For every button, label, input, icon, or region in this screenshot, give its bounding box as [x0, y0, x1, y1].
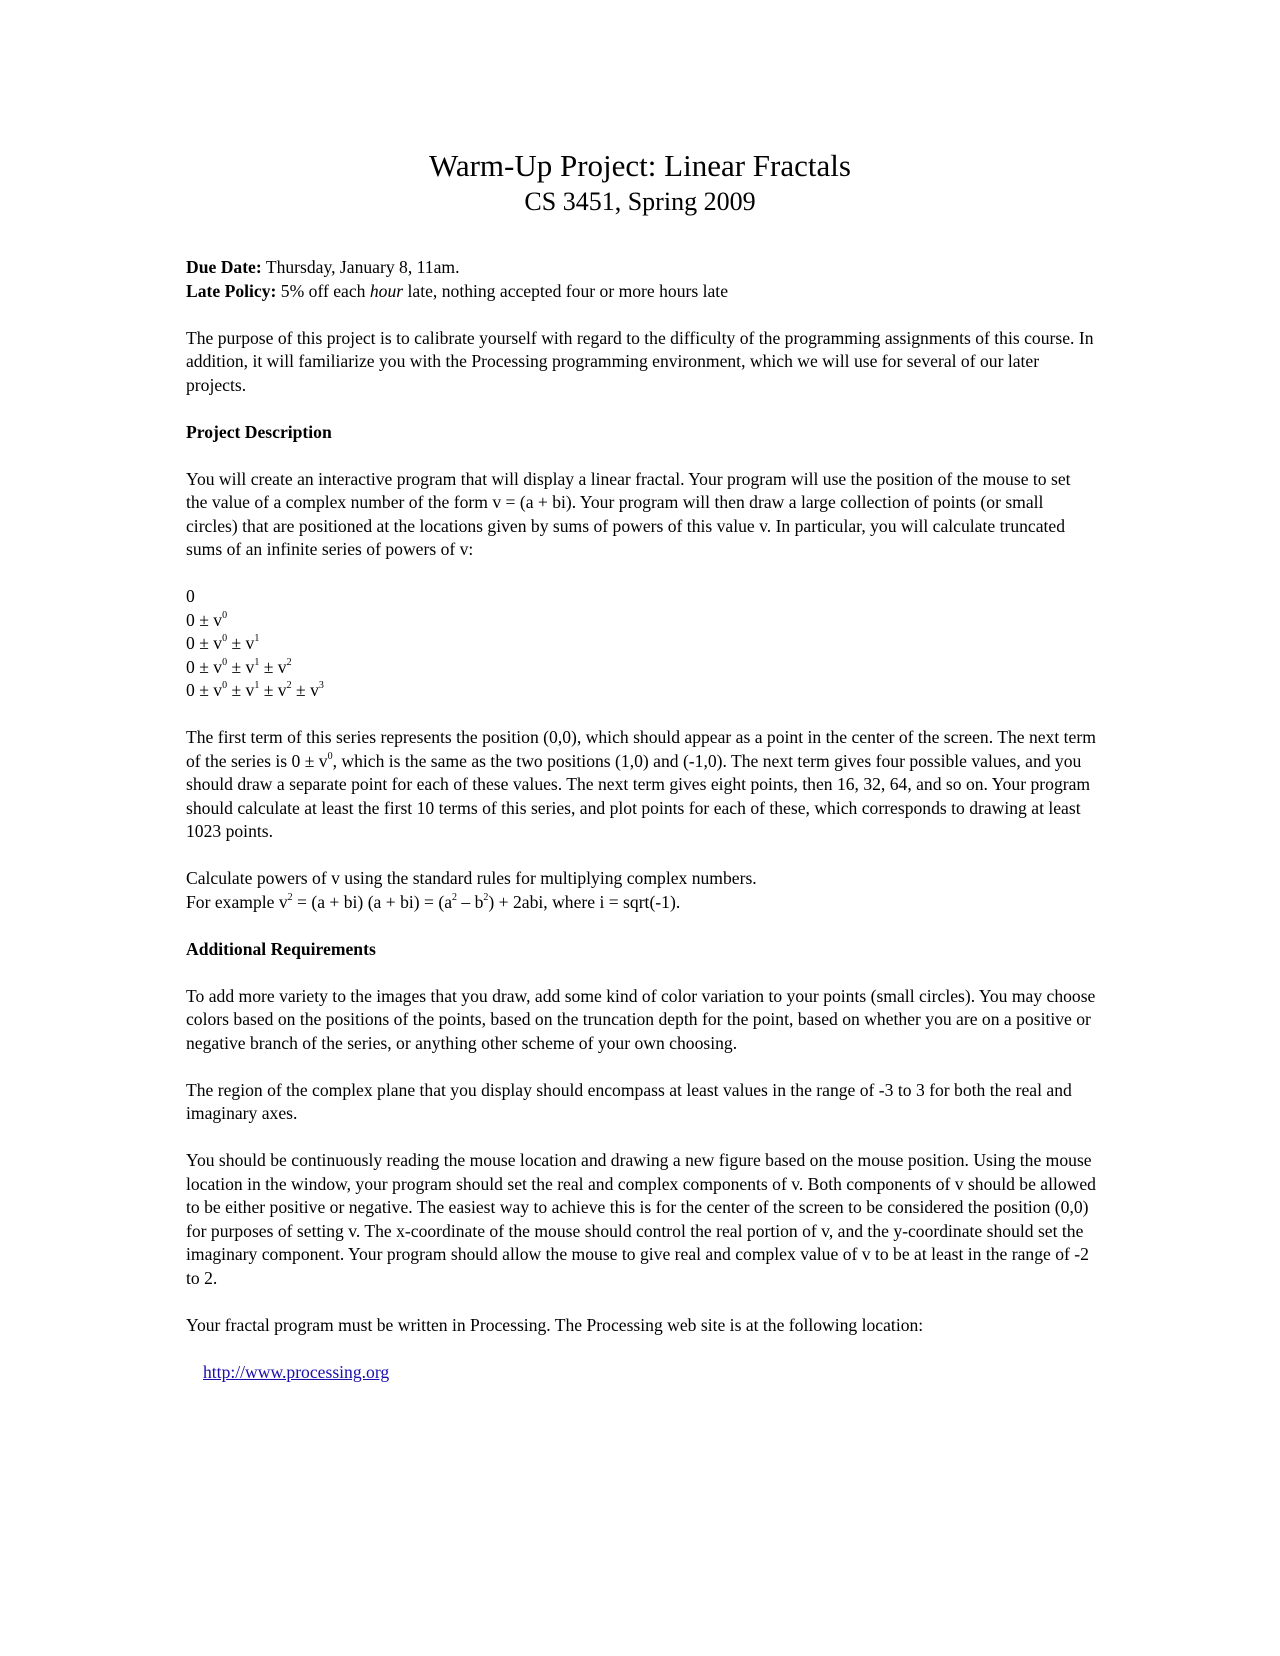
late-policy-pre: 5% off each [280, 280, 366, 301]
additional-requirements-heading: Additional Requirements [186, 938, 376, 959]
series-term-4: $0 \pm v^0 \pm v^1 \pm v^2 \pm v^3$ [186, 680, 324, 700]
page-title: Warm-Up Project: Linear Fractals [429, 148, 851, 183]
project-description-heading: Project Description [186, 421, 332, 442]
due-date-value: Thursday, January 8, 11am. [265, 257, 460, 277]
late-policy-post: late, nothing accepted four or more hours late [407, 280, 729, 301]
series-term-0: 0 [186, 586, 195, 606]
mouse-paragraph: You should be continuously reading the mouse location and drawing a new figure based on the mouse position. Using the mouse location in the window, your program should set the real and complex components of v. Both components of v should be allowed to be either positive or negative. The easiest way to achieve this is for the center of the screen to be considered the position (0,0) for purposes of setting v. The x-coordinate of the mouse should control the real portion of v, and the y-coordinate should set the imaginary component. Your program should allow the mouse to give real and complex value of v to be at least in the range of -2 to 2. [186, 1150, 1096, 1288]
series-term-2: $0 \pm v^0 \pm v^1$ [186, 633, 260, 653]
title-block [0, 148, 1280, 218]
color-variation-paragraph: To add more variety to the images that you draw, add some kind of color variation to your points (small circles). You may choose colors based on the positions of the points, based on the truncation depth for the point, based on whether you are on a positive or negative branch of the series, or anything other scheme of your own choosing. [186, 985, 1096, 1053]
processing-paragraph: Your fractal program must be written in Processing. The Processing web site is at the following location: [186, 1314, 924, 1335]
powers-paragraph-line1: Calculate powers of v using the standard rules for multiplying complex numbers. [186, 868, 757, 888]
link-line [203, 1361, 1096, 1385]
course-subtitle: CS 3451, Spring 2009 [524, 187, 756, 216]
intro-paragraph: The purpose of this project is to calibrate yourself with regard to the difficulty of the programming assignments of this course. In addition, it will familiarize you with the Processing programming environment, which we will use for several of our later projects. [186, 327, 1094, 395]
processing-link[interactable]: http://www.processing.org [203, 1361, 390, 1382]
region-paragraph: The region of the complex plane that you display should encompass at least values in the range of -3 to 3 for both the real and imaginary axes. [186, 1079, 1072, 1123]
late-policy-label: Late Policy: [186, 280, 277, 301]
series-term-3: $0 \pm v^0 \pm v^1 \pm v^2$ [186, 656, 292, 677]
description-paragraph: You will create an interactive program that will display a linear fractal. Your program will use the position of the mouse to set the value of a complex number of the form v = (a + bi). Your program will then draw a large collection of points (or small circles) that are positioned at the locations given by sums of powers of this value v. In particular, you will calculate truncated sums of an infinite series of powers of v: [186, 468, 1071, 559]
due-date-line [186, 256, 1096, 280]
due-date-label: Due Date: [186, 257, 262, 277]
late-policy-emphasis: hour [369, 280, 404, 301]
series-term-1: $0 \pm v^0$ [186, 609, 228, 630]
series-explanation-paragraph: The first term of this series represents the position (0,0), which should appear as a point in the center of the screen. The next term of the series is $0 \pm v^0$, which is the same as the two positions (1,0) and (-1,0). The next term gives four possible values, and you should draw a separate point for each of these values. The next term gives eight points, then 16, 32, 64, and so on. Your program should calculate at least the first 10 terms of this series, and plot points for each of these, which corresponds to drawing at least 1023 points. [186, 727, 1096, 841]
meta-block [186, 256, 1096, 303]
series-list [186, 585, 1096, 703]
late-policy-line [186, 280, 1096, 304]
powers-paragraph-line2: For example $v^2 = (a + bi) (a + bi) = (a^2 - b^2) + 2abi$, where i = sqrt(-1). [186, 891, 681, 912]
document-body [186, 256, 1096, 1384]
